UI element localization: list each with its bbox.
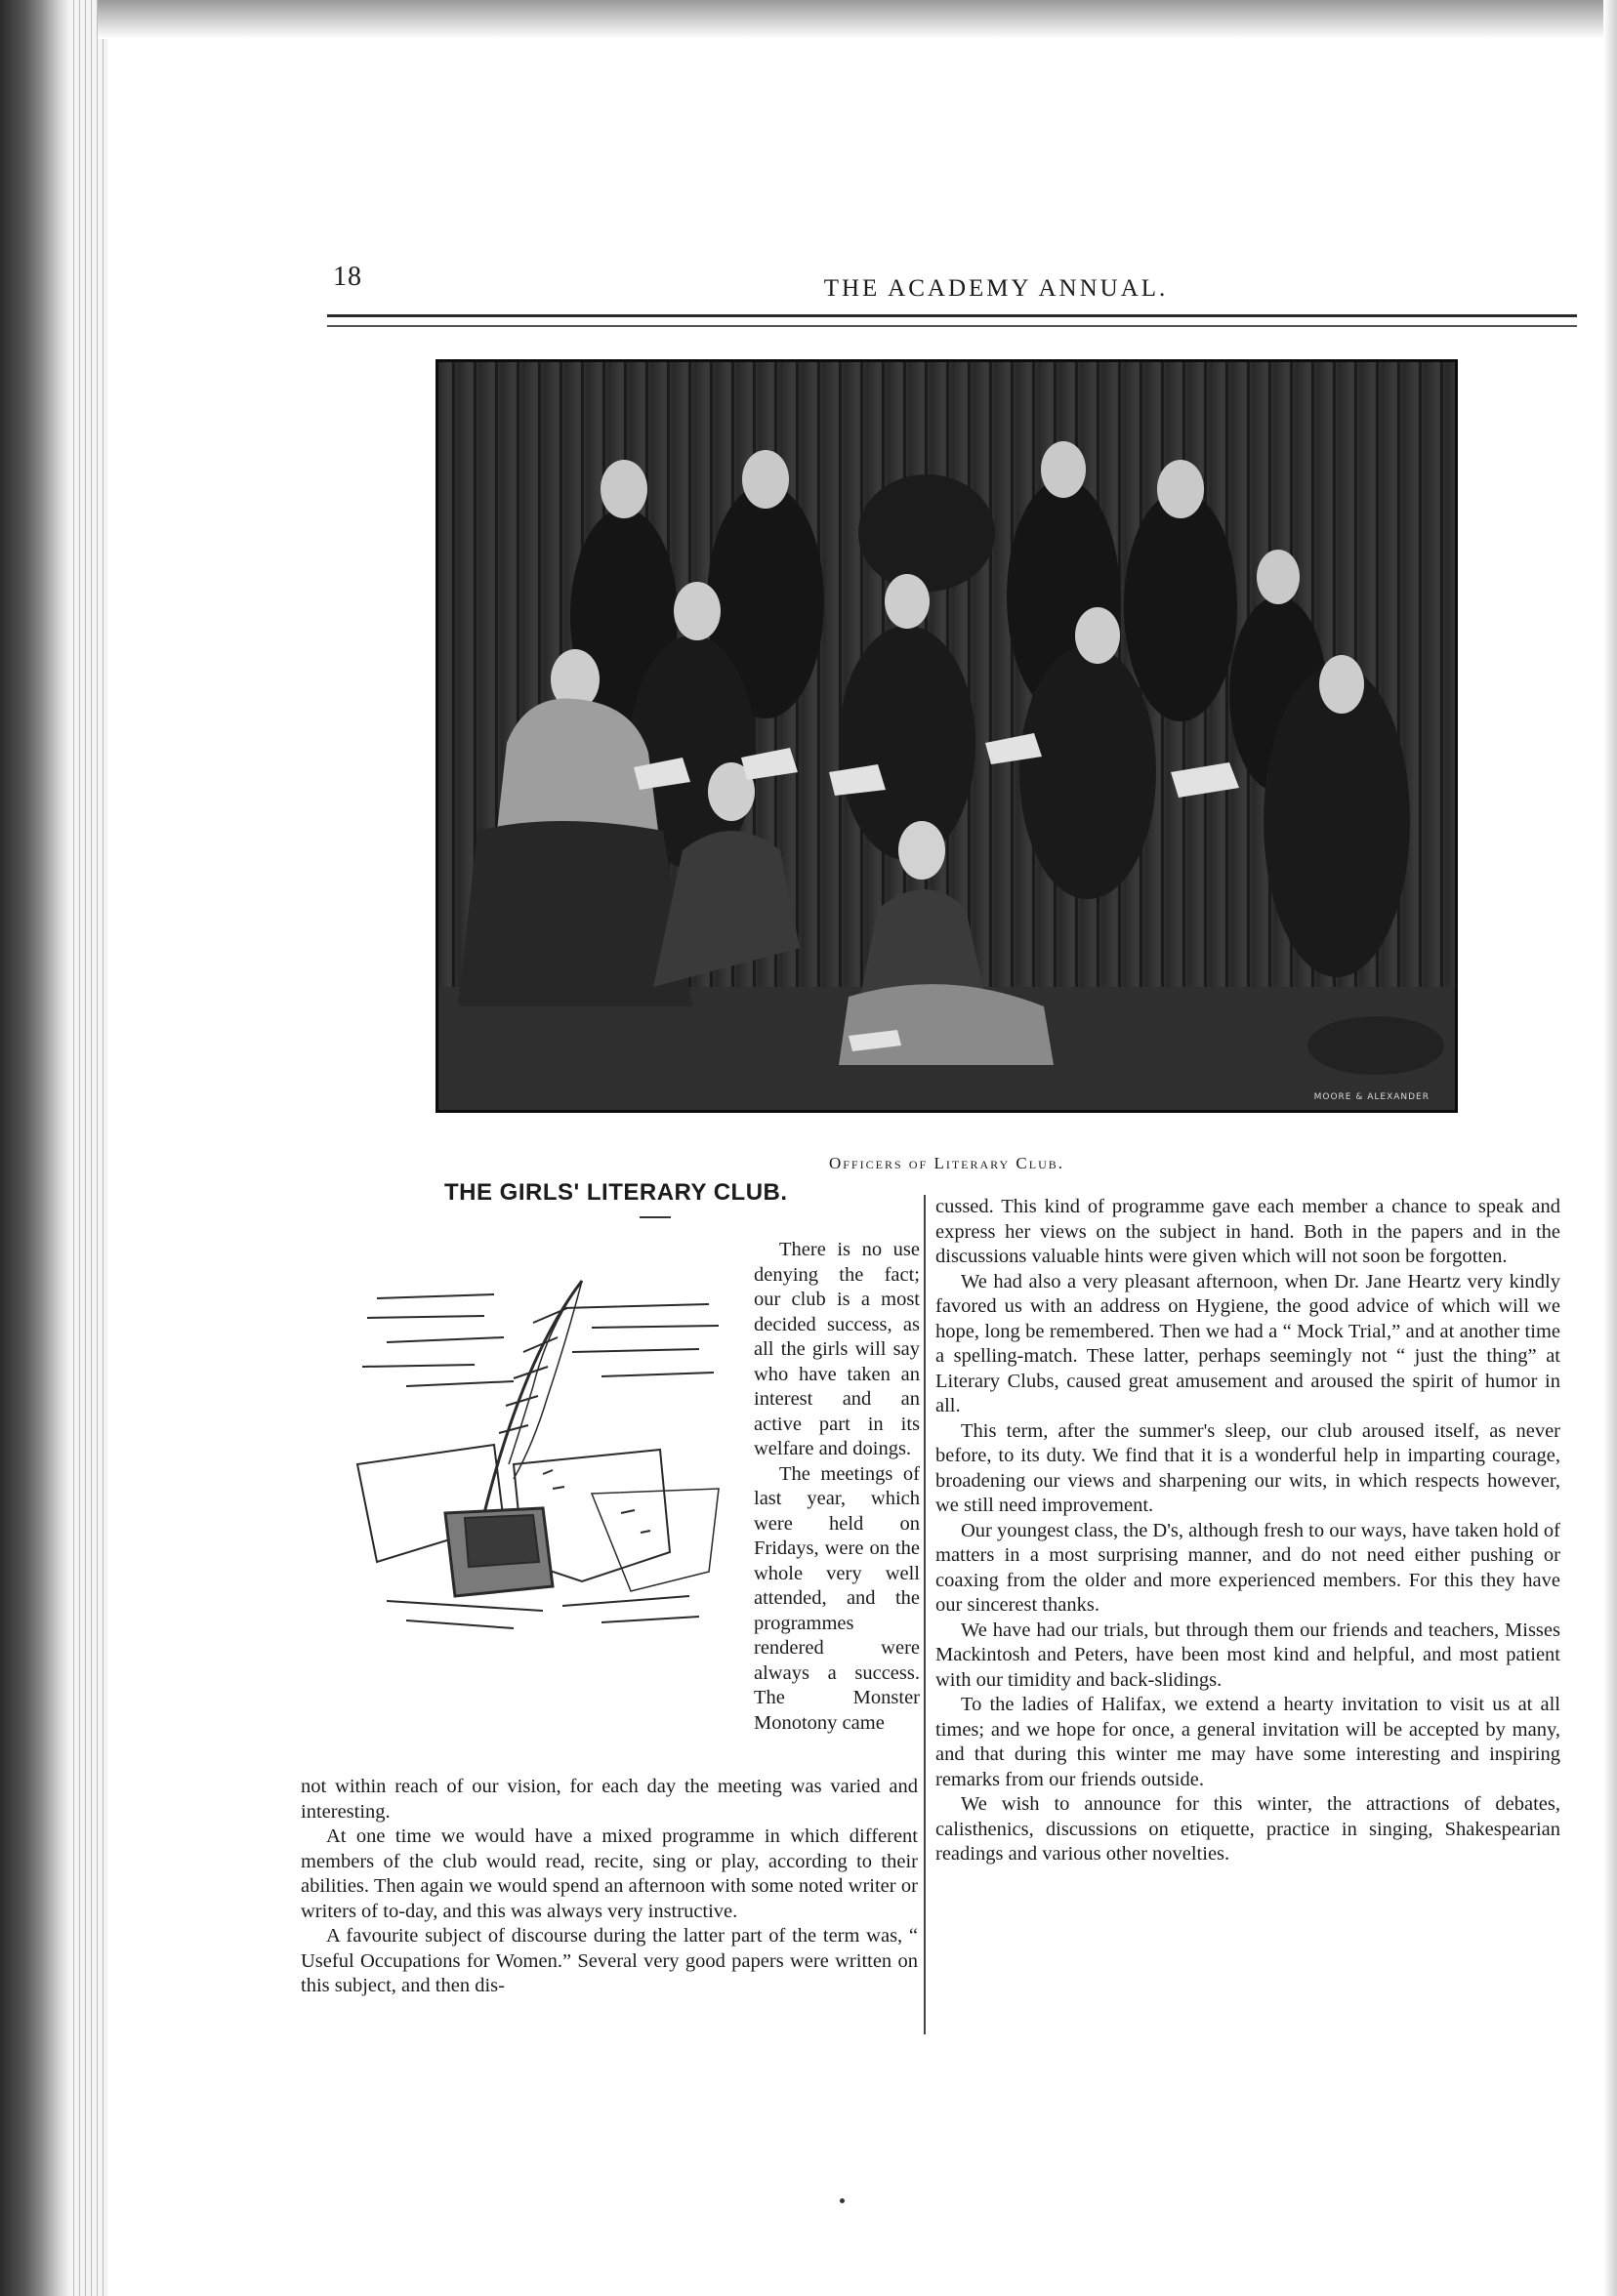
paragraph: This term, after the summer's sleep, our club aroused itself, as never before, to its duty. We find that it is a wonderful help in imparting courage, broadening our views and sharpening our wits, in which respects however, we still need improvement. bbox=[935, 1419, 1560, 1516]
running-title: THE ACADEMY ANNUAL. bbox=[823, 275, 1169, 302]
page-stack-edge bbox=[68, 0, 107, 2296]
paragraph: not within reach of our vision, for each day the meeting was varied and interesting. bbox=[301, 1776, 918, 1823]
group-photo-illustration bbox=[438, 362, 1455, 1110]
header-rule bbox=[327, 314, 1577, 317]
article-column-right bbox=[935, 1195, 1560, 1867]
paragraph: At one time we would have a mixed programme in which different members of the club would read, recite, sing or play, according to their abilities. Then again we would spend an afternoon with some noted writer or writers of to-day, and this was always very instructive. bbox=[301, 1825, 918, 1922]
paragraph: To the ladies of Halifax, we extend a hearty invitation to visit us at all times; and we hope for once, a general invitation will be accepted by many, and that during this winter me may have some interesting and inspiring remarks from our friends outside. bbox=[935, 1694, 1560, 1790]
headline-dash bbox=[640, 1216, 671, 1218]
article-column-left bbox=[301, 1775, 918, 1999]
header-rule-thin bbox=[327, 325, 1577, 327]
paragraph: cussed. This kind of programme gave each member a chance to speak and express her views on the subject in hand. Both in the papers and in the discussions valuable hints were given which will not soon be forgotten. bbox=[935, 1196, 1560, 1267]
page-number: 18 bbox=[333, 262, 362, 292]
photographer-credit: MOORE & ALEXANDER bbox=[1313, 1092, 1430, 1102]
book-binding-edge bbox=[0, 0, 68, 2296]
paragraph: The meetings of last year, which were held on Fridays, were on the whole very well attended, and the programmes rendered were always a success. The Monster Monotony came bbox=[754, 1462, 920, 1734]
page-top-shadow bbox=[98, 0, 1617, 39]
article-headline: THE GIRLS' LITERARY CLUB. bbox=[444, 1179, 788, 1206]
paragraph: There is no use denying the fact; our club is a most decided success, as all the girls will say who have taken an interest and an active part in its welfare and doings. bbox=[754, 1239, 920, 1459]
paragraph: We have had our trials, but through them our friends and teachers, Misses Mackintosh and Peters, have been most kind and helpful, and most patient with our timidity and back-slidings. bbox=[935, 1619, 1560, 1691]
quill-and-inkwell-illustration bbox=[348, 1269, 728, 1640]
paragraph: We had also a very pleasant afternoon, when Dr. Jane Heartz very kindly favored us with an address on Hygiene, the good advice of which will we hope, long be remembered. Then we had a “ Mock Trial,” and at another time a spelling-match. These latter, perhaps seemingly not “ just the thing” at Literary Clubs, caused great amusement and aroused the spirit of humor in all. bbox=[935, 1270, 1560, 1416]
column-divider bbox=[924, 1195, 926, 2034]
paragraph: We wish to announce for this winter, the attractions of debates, calisthenics, discussions on etiquette, practice in singing, Shakespearian readings and various other novelties. bbox=[935, 1793, 1560, 1865]
photo-caption: Officers of Literary Club. bbox=[828, 1154, 1065, 1172]
page-mark bbox=[840, 2198, 845, 2203]
article-column-narrow bbox=[754, 1238, 920, 1736]
page-right-shadow bbox=[1603, 0, 1617, 2296]
paragraph: Our youngest class, the D's, although fresh to our ways, have taken hold of matters in a most surprising manner, and do not need either pushing or coaxing from the older and more experienced members. For this they have our sincerest thanks. bbox=[935, 1519, 1561, 1616]
paragraph: A favourite subject of discourse during the latter part of the term was, “ Useful Occupations for Women.” Several very good papers were written on this subject, and then dis- bbox=[301, 1925, 918, 1996]
club-officers-photo bbox=[435, 359, 1458, 1113]
